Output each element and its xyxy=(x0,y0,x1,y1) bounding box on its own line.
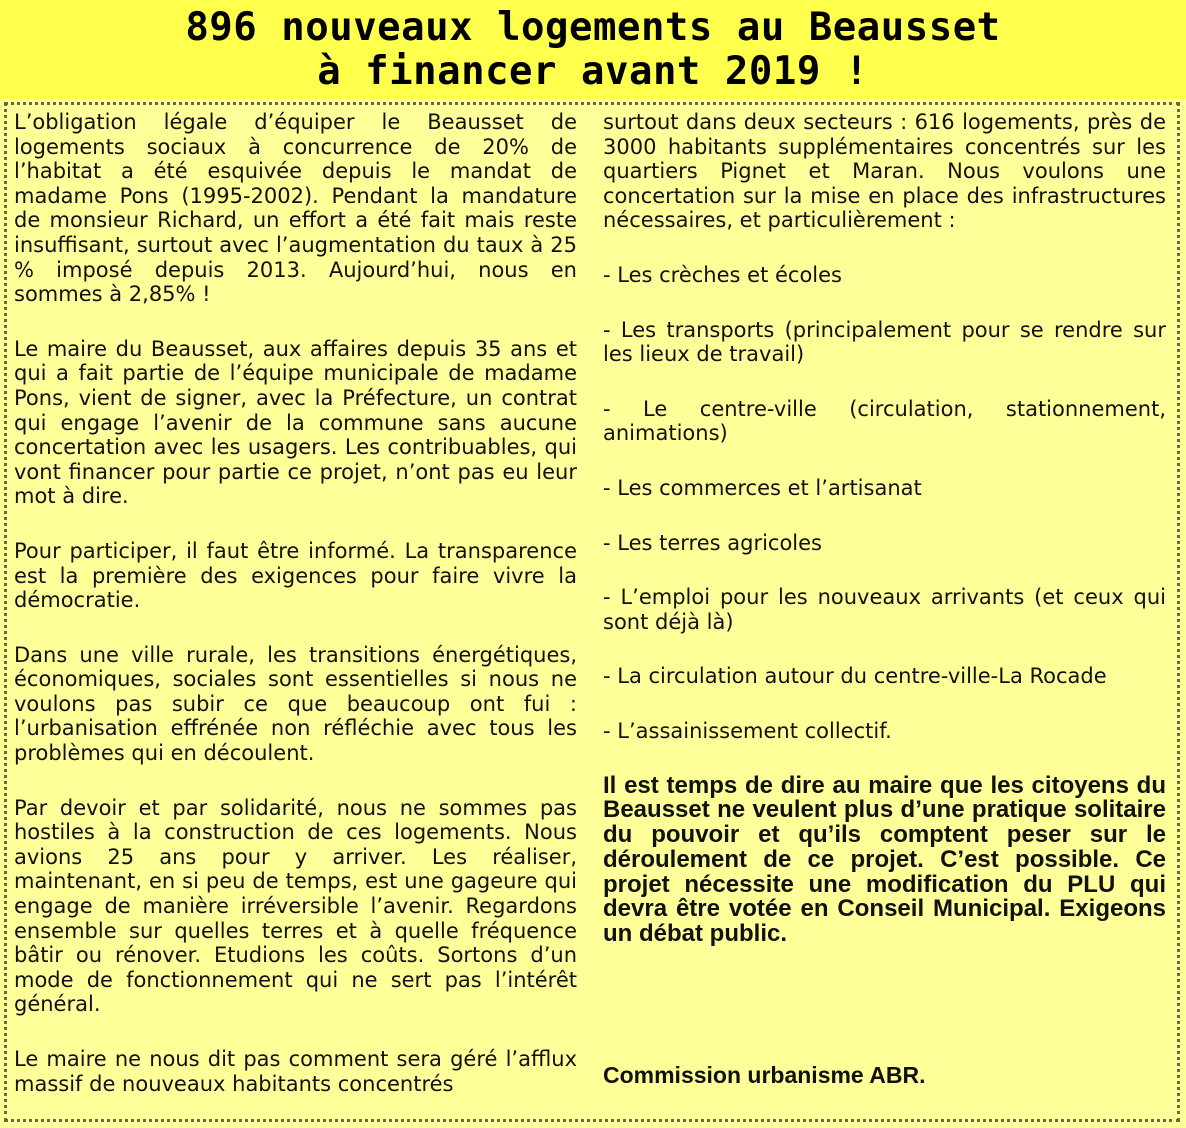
list-item: - Le centre-ville (circulation, stationnement, animations) xyxy=(603,396,1166,446)
paragraph: Le maire ne nous dit pas comment sera géré l’afflux massif de nouveaux habitants concentrés xyxy=(14,1047,577,1096)
list-item: - L’assainissement collectif. xyxy=(603,718,892,743)
paragraph: Dans une ville rurale, les transitions énergétiques, économiques, sociales sont essentielles si nous ne voulons pas subir ce que beaucoup ont fui : l’urbanisation effrénée non réfléchie avec tous les problèmes qui en découlent. xyxy=(14,642,577,766)
right-column xyxy=(603,110,1166,947)
list-item: - Les terres agricoles xyxy=(603,530,823,555)
paragraph-intro: surtout dans deux secteurs : 616 logements, près de 3000 habitants supplémentaires concentrés sur les quartiers Pignet et Maran. Nous voulons une concertation sur la mise en place des infrastructures nécessaires, et particulièrement : xyxy=(603,110,1166,233)
signature: Commission urbanisme ABR. xyxy=(603,1062,926,1088)
page-title xyxy=(0,6,1186,94)
paragraph: Le maire du Beausset, aux affaires depuis 35 ans et qui a fait partie de l’équipe municipale de madame Pons, vient de signer, avec la Préfecture, un contrat qui engage l’avenir de la commune sans aucune concertation avec les usagers. Les contribuables, qui vont financer pour partie ce projet, n’ont pas eu leur mot à dire. xyxy=(14,336,577,509)
list-item: - Les transports (principalement pour se rendre sur les lieux de travail) xyxy=(603,317,1166,367)
left-column xyxy=(14,110,577,1096)
header-banner xyxy=(0,0,1186,99)
title-line-2: à financer avant 2019 ! xyxy=(317,49,869,94)
title-line-1: 896 nouveaux logements au Beausset xyxy=(185,5,1001,50)
closing-statement: Il est temps de dire au maire que les citoyens du Beausset ne veulent plus d’une pratique solitaire du pouvoir et qu’ils comptent peser sur le déroulement de ce projet. C’est possible. Ce projet nécessite une modification du PLU qui devra être votée en Conseil Municipal. Exigeons un débat public. xyxy=(603,771,1166,948)
paragraph: Pour participer, il faut être informé. La transparence est la première des exigences pour faire vivre la démocratie. xyxy=(14,538,577,613)
list-item: - La circulation autour du centre-ville-La Rocade xyxy=(603,664,1107,689)
list-item: - Les commerces et l’artisanat xyxy=(603,475,922,500)
list-item: - L’emploi pour les nouveaux arrivants (et ceux qui sont déjà là) xyxy=(603,585,1166,634)
paragraph: L’obligation légale d’équiper le Beausset de logements sociaux à concurrence de 20% de l’habitat a été esquivée depuis le mandat de madame Pons (1995-2002). Pendant la mandature de monsieur Richard, un effort a été fait mais reste insuffisant, surtout avec l’augmentation du taux à 25 % imposé depuis 2013. Aujourd’hui, nous en sommes à 2,85% ! xyxy=(14,110,577,307)
paragraph: Par devoir et par solidarité, nous ne sommes pas hostiles à la construction de ces logements. Nous avions 25 ans pour y arriver. Les réaliser, maintenant, en si peu de temps, est une gageure qui engage de manière irréversible l’avenir. Regardons ensemble sur quelles terres et à quelle fréquence bâtir ou rénover. Etudions les coûts. Sortons d’un mode de fonctionnement qui ne sert pas l’intérêt général. xyxy=(14,795,577,1017)
list-item: - Les crèches et écoles xyxy=(603,262,842,287)
